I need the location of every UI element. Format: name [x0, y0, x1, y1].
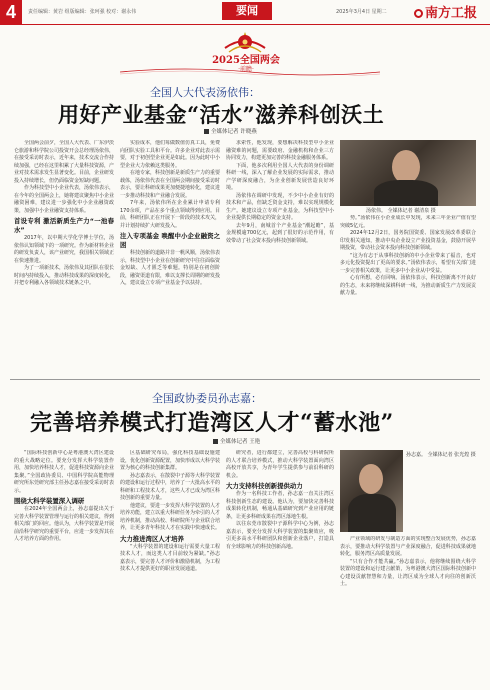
article1-subhead-1: 首设专利 激活新质生产力“一池春水” [14, 217, 114, 234]
paragraph: 科技创新的道路并非一帆风顺，汤依伟表示，科技型中小企业在创新研究中往往面临资金短缺、人才匮乏等难题。特别是在初创阶段，融资渠道有限，难以支撑长周期的研发投入，建议设立专项产业基金予以扶持。 [120, 250, 220, 286]
paragraph: “这为有志于从事科技创新的中小企业带来了福音，也对多元化投资提出了更高的要求。”汤依伟表示，希望有关部门进一步完善相关政策，让更多中小企业从中受益。 [340, 252, 476, 274]
article1-column-4 [340, 215, 476, 376]
page-number: 4 [0, 0, 22, 24]
paragraph: 2024年12月2日，国务院国资委、国家发展改革委联合印发相关通知，推动中央企业设立产业投资基金，鼓励开展早期投资，带动社会资本投向科技创新领域。 [340, 230, 476, 251]
article2-column-1 [14, 450, 114, 686]
header-rule [0, 24, 490, 25]
paragraph: 求索性，他发现，要想解决科技型中小企业融资难的问题，需要政府、金融机构和企业三方协同发力，构建更加完善的科技金融服务体系。 [226, 140, 334, 161]
byline-marker-icon [204, 129, 209, 134]
article2-portrait-photo [340, 450, 403, 532]
paragraph: “大科学装置的建设和运行需要大量工程技术人才，而这类人才目前较为紧缺。”孙志嘉表示，要完善人才评价和激励机制，为工程技术人才提供更好的职业发展通道。 [120, 543, 220, 572]
article1-column-3 [226, 140, 334, 376]
article1-kicker: 全国人大代表汤依伟： [150, 86, 260, 99]
paragraph: 2017年，以中期大学化学博士学位，汤依伟认知领域下的一项研究。作为新材料企业的研发负责人，该产业研究，我国相关领域正在快速推进。 [14, 235, 114, 264]
article1-byline-text: 全媒体记者 许晓燕 [211, 129, 257, 135]
article2-column-3 [226, 450, 334, 686]
paragraph: 以往东莞市散裂中子源科学中心为例，孙志嘉表示，要充分发挥大科学装置的集聚效应，吸引更多高水平科研团队和创新企业落户，打造具有全球影响力的科技创新高地。 [226, 521, 334, 550]
paragraph: 心有所想，必有回响。汤依伟表示，科技创新离不开良好的生态，未来将继续深耕科研一线，为推动新质生产力发展贡献力量。 [340, 275, 476, 296]
page-header [0, 0, 490, 30]
portrait-face [359, 464, 383, 494]
paragraph: 孙志嘉表示，在散裂中子源等大科学装置的建设和运行过程中，培养了一大批高水平的科研和工程技术人才，这些人才已成为湾区科技创新的重要力量。 [120, 472, 220, 501]
paragraph: “国际科技创新中心是粤港澳大湾区建设的重大战略定位。要充分发挥大科学装置作用，加快培养科技人才，促进科技资源向企业集聚。”全国政协委员、中国科学院高能物理研究所东莞研究部主任孙志嘉在接受采访时表示。 [14, 450, 114, 494]
article2-headline: 完善培养模式打造湾区人才“蓄水池” [30, 410, 394, 436]
paragraph: 为了一项新技术，汤依伟及其团队在很长时间内持续投入，推动科技成果的深度转化，并把专利融入各领域技术链条之中。 [14, 265, 114, 286]
decorative-wave-icon [120, 66, 380, 76]
section-label: 要闻 [222, 2, 272, 20]
article2-subhead-1: 围绕大科学装置深入调研 [14, 497, 85, 505]
lianghui-subtitle: ·前瞻· [238, 66, 254, 73]
paragraph: 下面，他多次利用全国人大代表的身份调研科研一线，深入了解企业发展的实际需求，推动产学研深度融合，为企业创新发展营造良好环境。 [226, 162, 334, 191]
article2-column-4 [340, 536, 476, 686]
paragraph: 势。”汤依伟在小企业成长中发现，未来三年企业产值有望突破5亿元。 [340, 215, 476, 229]
article2-column-2 [120, 450, 220, 686]
article2-photo-caption: 孙志嘉。 全媒体记者 张光煌 摄 [406, 452, 476, 458]
portrait-body [374, 180, 438, 206]
article2-subhead-2: 大力推进湾区人才培养 [120, 534, 184, 543]
paragraph: 汤依伟在调研中发现，不少中小企业有好的技术和产品，但缺乏资金支持，难以实现规模化生产。她建议设立专项产业基金，为科技型中小企业提供长期稳定的资金支持。 [226, 192, 334, 221]
paragraph: “只有合作才能共赢。”孙志嘉表示，他将继续围绕大科学装置的建设和运行建言献策，为粤港澳大湾区国际科技创新中心建设贡献智慧和力量，让湾区成为全球人才向往的创新沃土。 [340, 558, 476, 587]
lianghui-title: 2025全国两会 [212, 55, 280, 66]
article1-headline: 用好产业基金“活水”滋养科创沃土 [58, 102, 385, 127]
article1-subhead-2: 注入专项基金 唤醒中小企业融资之困 [120, 232, 220, 249]
paragraph: 去年9月，南城首个产业基金“潮起瞻”，基金规模逾700亿元，起到了很好的示范作用，有效带动了社会资本投向科技创新领域。 [226, 222, 334, 244]
paragraph: 作为科技型中小企业代表，汤依伟表示，在今年的全国两会上，她将建议聚焦中小企业融资困难，建议进一步强化中小企业融资政策，加强中小企业融资支持体系。 [14, 185, 114, 214]
paragraph: 实验成本，他们每做数值仿真工具，免费向团队实验工具和平台。许多企业对此表示需要，对于初创型企业更是如此。因为此时中小型企业大力依赖这类服务。 [120, 140, 220, 169]
editor-credits: 责任编辑：黄岩 组版编辑：张珂强 校对：谢永伟 [28, 9, 137, 15]
portrait-face [392, 150, 420, 184]
paragraph: 产业领域的研发与制造方面的实现整合发展优势，孙志嘉表示，要推动大科学装置与产业深度融合，促进科技成果就地转化，服务湾区高质量发展。 [340, 536, 476, 557]
paragraph: 在地专家，科技创新是新质生产力的重要载体，汤依伟代表在全国两会期间接受采访时表示，要让科研成果更加便捷地转化，建议进一步推动科技和产业融合发展。 [120, 170, 220, 199]
article2-subhead-3: 大力支持科技创新提供动力 [226, 482, 303, 490]
article1-photo-caption: 汤依伟。 全媒体记者 谢清泉 摄 [366, 208, 436, 214]
brand-logo-icon [414, 9, 423, 18]
article2-byline [213, 437, 260, 445]
paragraph: 作为一名科技工作者，孙志嘉一直关注湾区科技创新生态的建设。他认为，要加快完善科技成果转化机制，畅通从基础研究到产业应用的链条，让更多科研成果在湾区落地生根。 [226, 491, 334, 520]
paragraph: 研究者，进行都建立，完善高校与科研院所的人才联合培养模式，推动大科学装置面向湾区高校开放共享，为青年学生提供参与前沿科研的机会。 [226, 450, 334, 479]
issue-date: 2025年3月4日 星期二 [336, 9, 387, 15]
article1-column-2 [120, 140, 220, 376]
paragraph: 在2024年全国两会上，孙志嘉提出关于完善大科学装置管理与运行的相关建议，得到相关部门的回应。他认为，大科学装置是开展前沿科学研究的重要平台，应进一步发挥其在人才培养方面的作用。 [14, 506, 114, 542]
article1-byline [204, 127, 257, 135]
byline-marker-icon [213, 439, 218, 444]
brand-name: 南方工报 [425, 6, 478, 21]
article2-byline-text: 全媒体记者 王艳 [220, 439, 261, 445]
newspaper-brand [414, 2, 477, 21]
paragraph: 他建议，要进一步发挥大科学装置的人才培养功能，建立以重大科研任务为牵引的人才培养机制，推动高校、科研院所与企业联合培养，让更多青年科技人才在实践中快速成长。 [120, 502, 220, 531]
portrait-body [348, 494, 396, 532]
article1-portrait-photo [340, 140, 476, 206]
paragraph: 区基础研究布局，强化科技基础设施建设，优化创新资源配置，加快形成以大科学装置为核心的科技创新集群。 [120, 450, 220, 471]
paragraph: 7年来，汤依伟所在企业累计申请专利170余项，产品在多个重点领域得到应用。目前，科研团队正在开展下一阶段的技术攻关，并计划持续扩大研发投入。 [120, 200, 220, 229]
article-divider [10, 379, 480, 380]
article1-column-1 [14, 140, 114, 376]
article2-kicker: 全国政协委员孙志嘉： [152, 392, 262, 405]
paragraph: 全国两会前夕，全国人大代表、广东伊茨仑旅游和科学院公司投资开会总经理汤依伟，在接受采访时表示，近年来，技术交流合作持续加强，已经在这里积累了大量科技资源，产业对技术需求发生显著变化。目前，企业研发投入持续增长，但仍面临资金短缺问题。 [14, 140, 114, 184]
